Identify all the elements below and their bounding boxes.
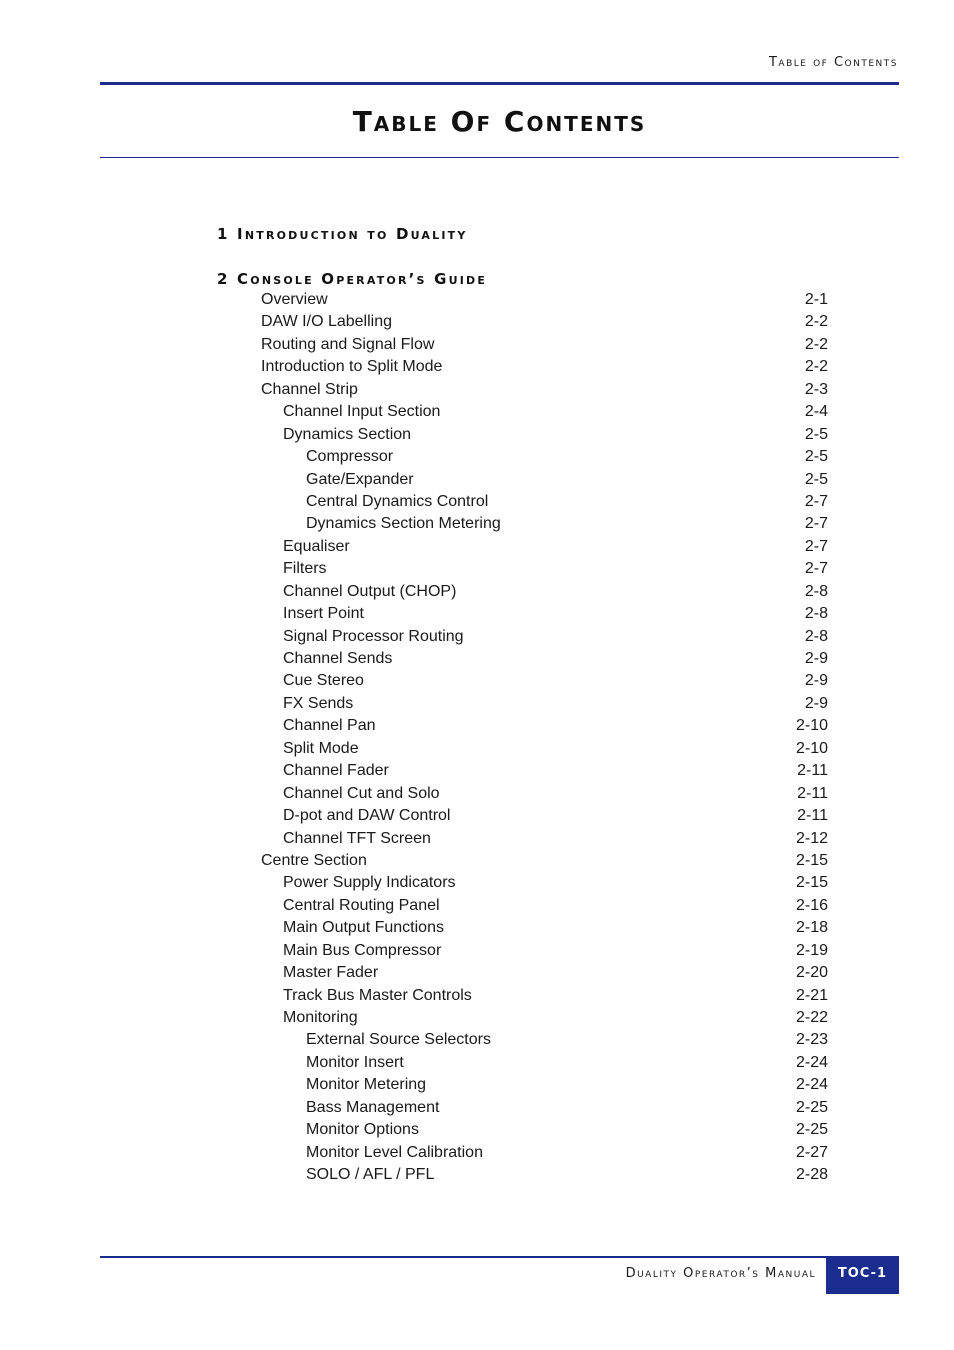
- toc-entry-label: D-pot and DAW Control: [283, 807, 451, 825]
- toc-entry-label: Cue Stereo: [283, 672, 364, 690]
- toc-entry-label: Routing and Signal Flow: [261, 335, 435, 353]
- toc-entry[interactable]: [0, 1052, 954, 1074]
- toc-entry-label: Channel Pan: [283, 717, 376, 735]
- toc-entry-page: 2-16: [795, 896, 828, 914]
- toc-entry-page: 2-8: [804, 627, 828, 645]
- toc-entry[interactable]: [0, 558, 954, 580]
- toc-entry-label: FX Sends: [283, 694, 354, 712]
- toc-entry-page: 2-11: [797, 784, 828, 802]
- toc-entry-page: 2-12: [795, 829, 828, 847]
- toc-entry-page: 2-15: [795, 874, 828, 892]
- toc-entry[interactable]: [0, 603, 954, 625]
- toc-entry-label: Channel Fader: [283, 762, 389, 780]
- toc-entry-label: Compressor: [306, 448, 394, 466]
- toc-entry-label: Monitor Options: [306, 1121, 419, 1139]
- running-header: Table of Contents: [768, 55, 898, 70]
- toc-entry-page: 2-5: [804, 470, 828, 488]
- toc-entry-label: Dynamics Section Metering: [306, 515, 501, 533]
- toc-entry-page: 2-18: [795, 919, 828, 937]
- toc-entry[interactable]: [0, 356, 954, 378]
- toc-entry-page: 2-8: [804, 605, 828, 623]
- toc-entry[interactable]: [0, 491, 954, 513]
- toc-entry-label: Channel TFT Screen: [283, 829, 431, 847]
- toc-entry-label: Insert Point: [283, 605, 364, 623]
- toc-entry[interactable]: [0, 738, 954, 760]
- toc-entry[interactable]: [0, 850, 954, 872]
- toc-entry[interactable]: [0, 1029, 954, 1051]
- toc-entry-page: 2-7: [804, 515, 828, 533]
- toc-entry-label: DAW I/O Labelling: [261, 313, 393, 331]
- toc-entry-page: 2-2: [804, 335, 828, 353]
- toc-entry-label: External Source Selectors: [306, 1031, 491, 1049]
- toc-entry-page: 2-9: [804, 672, 828, 690]
- toc-entry-page: 2-5: [804, 448, 828, 466]
- toc-entry-label: Monitor Metering: [306, 1076, 427, 1094]
- toc-entry[interactable]: [0, 715, 954, 737]
- toc-entry-page: 2-10: [795, 717, 828, 735]
- toc-entry[interactable]: [0, 424, 954, 446]
- toc-entry[interactable]: [0, 401, 954, 423]
- toc-entry-page: 2-24: [795, 1053, 828, 1071]
- toc-entry-label: Main Bus Compressor: [283, 941, 442, 959]
- toc-entry[interactable]: [0, 917, 954, 939]
- toc-entry[interactable]: [0, 805, 954, 827]
- toc-entry[interactable]: [0, 536, 954, 558]
- page-title: Table Of Contents: [352, 105, 647, 138]
- toc-entry[interactable]: [0, 1142, 954, 1164]
- toc-entry-label: Dynamics Section: [283, 425, 412, 443]
- toc-entry-label: Power Supply Indicators: [283, 874, 456, 892]
- toc-entry-label: Signal Processor Routing: [283, 627, 464, 645]
- toc-entry[interactable]: [0, 1007, 954, 1029]
- toc-entry-page: 2-2: [804, 358, 828, 376]
- toc-entry-page: 2-21: [795, 986, 828, 1004]
- toc-entry-label: Channel Output (CHOP): [283, 582, 457, 600]
- toc-entry-label: Master Fader: [283, 964, 379, 982]
- toc-entry[interactable]: [0, 626, 954, 648]
- toc-entry-page: 2-7: [804, 537, 828, 555]
- page-number-badge: TOC-1: [826, 1256, 899, 1294]
- toc-entry-label: Centre Section: [261, 851, 367, 869]
- toc-entry-label: Main Output Functions: [283, 919, 444, 937]
- toc-entry-page: 2-4: [804, 403, 828, 421]
- toc-entry-label: Monitor Level Calibration: [306, 1143, 483, 1161]
- toc-entry[interactable]: [0, 446, 954, 468]
- toc-entry[interactable]: [0, 1074, 954, 1096]
- toc-entry-page: 2-23: [795, 1031, 828, 1049]
- toc-entry-page: 2-25: [795, 1098, 828, 1116]
- toc-entry-page: 2-3: [804, 380, 828, 398]
- toc-entry-label: Overview: [261, 291, 328, 308]
- toc-entry-page: 2-2: [804, 313, 828, 331]
- toc-entry-page: 2-15: [795, 851, 828, 869]
- toc-entry[interactable]: [0, 783, 954, 805]
- toc-entry-label: Introduction to Split Mode: [261, 358, 443, 376]
- toc-entry-label: Monitor Insert: [306, 1053, 404, 1071]
- toc-entry-page: 2-20: [795, 964, 828, 982]
- toc-entry-label: Equaliser: [283, 537, 350, 555]
- toc-entry-page: 2-19: [795, 941, 828, 959]
- toc-entry-page: 2-24: [795, 1076, 828, 1094]
- toc-entry[interactable]: [0, 469, 954, 491]
- toc-entry-page: 2-7: [804, 492, 828, 510]
- footer-manual-title: Duality Operator’s Manual: [625, 1266, 816, 1281]
- toc-entry[interactable]: [0, 581, 954, 603]
- toc-entry-label: Split Mode: [283, 739, 359, 757]
- toc-entry-label: Track Bus Master Controls: [283, 986, 472, 1004]
- toc-entry[interactable]: [0, 670, 954, 692]
- toc-entry[interactable]: [0, 1097, 954, 1119]
- toc-entry[interactable]: [0, 693, 954, 715]
- chapter-heading-1[interactable]: 1 Introduction to Duality: [217, 225, 468, 243]
- footer-rule: [100, 1256, 899, 1258]
- toc-entry-page: 2-8: [804, 582, 828, 600]
- toc-entry-label: Bass Management: [306, 1098, 440, 1116]
- toc-entry-label: Channel Sends: [283, 650, 393, 667]
- toc-entry-page: 2-27: [795, 1143, 828, 1161]
- chapter-heading-2[interactable]: 2 Console Operator’s Guide: [217, 270, 488, 288]
- toc-entry[interactable]: [0, 379, 954, 401]
- toc-entry[interactable]: [0, 513, 954, 535]
- toc-entry[interactable]: [0, 940, 954, 962]
- toc-entry-page: 2-1: [804, 291, 828, 308]
- toc-entry[interactable]: [0, 962, 954, 984]
- toc-entry[interactable]: [0, 985, 954, 1007]
- toc-entry-page: 2-28: [795, 1166, 828, 1184]
- toc-entry-page: 2-5: [804, 425, 828, 443]
- toc-entry-page: 2-9: [804, 650, 828, 667]
- toc-entry[interactable]: [0, 334, 954, 356]
- toc-entry[interactable]: [0, 1164, 954, 1186]
- toc-entry-page: 2-9: [804, 694, 828, 712]
- toc-entry-page: 2-25: [795, 1121, 828, 1139]
- toc-entry[interactable]: [0, 872, 954, 894]
- toc-entry-page: 2-10: [795, 739, 828, 757]
- toc-entry-label: Channel Cut and Solo: [283, 784, 440, 802]
- header-rule: [100, 82, 899, 85]
- toc-entry-label: Channel Input Section: [283, 403, 441, 421]
- toc-entry-page: 2-22: [795, 1009, 828, 1026]
- toc-entry-label: Gate/Expander: [306, 470, 414, 488]
- toc-entry-label: Monitoring: [283, 1009, 358, 1026]
- toc-entry[interactable]: [0, 1119, 954, 1141]
- toc-entry-label: Filters: [283, 560, 327, 578]
- toc-entry[interactable]: [0, 760, 954, 782]
- toc-entry[interactable]: [0, 311, 954, 333]
- toc-entry-page: 2-7: [804, 560, 828, 578]
- toc-entry-label: Central Dynamics Control: [306, 492, 489, 510]
- toc-entry[interactable]: [0, 648, 954, 670]
- toc-entry-label: Central Routing Panel: [283, 896, 440, 914]
- toc-entry[interactable]: [0, 828, 954, 850]
- toc-entry-page: 2-11: [797, 762, 828, 780]
- toc-entry-page: 2-11: [797, 807, 828, 825]
- toc-entry-label: Channel Strip: [261, 380, 358, 398]
- toc-entry[interactable]: [0, 289, 954, 311]
- toc-entry[interactable]: [0, 895, 954, 917]
- toc-list: [0, 289, 954, 1187]
- title-rule: [100, 157, 899, 158]
- toc-entry-label: SOLO / AFL / PFL: [306, 1166, 435, 1184]
